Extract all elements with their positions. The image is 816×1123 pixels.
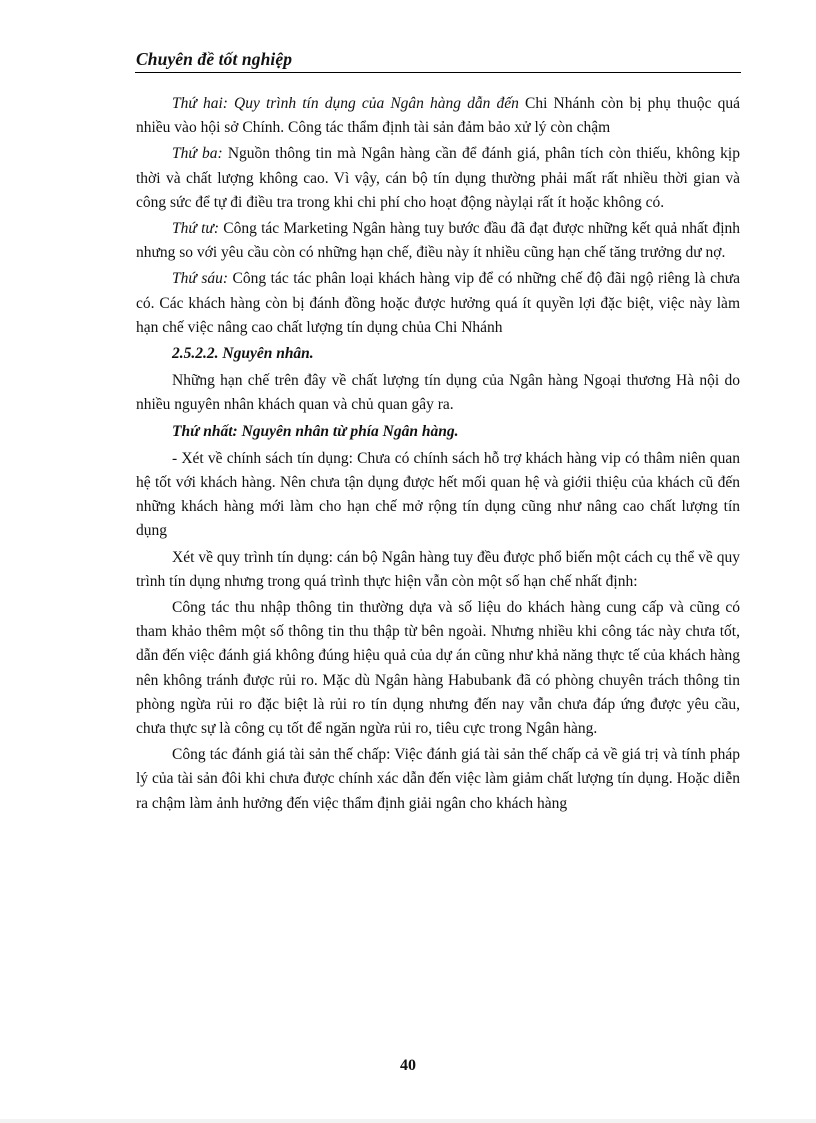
paragraph-text: Công tác Marketing Ngân hàng tuy bước đầu đã đạt được những kết quả nhất định nhưng so với yêu cầu còn có những hạn chế, điều này ít nhiều cũng hạn chế tăng trưởng dư nợ. bbox=[136, 220, 740, 262]
document-body bbox=[136, 92, 740, 818]
page-number: 40 bbox=[400, 1057, 416, 1074]
subheading-thu-nhat: Thứ nhất: Nguyên nhân từ phía Ngân hàng. bbox=[172, 422, 459, 440]
paragraph-intro: Những hạn chế trên đây về chất lượng tín dụng của Ngân hàng Ngoại thương Hà nội do nhiều nguyên nhân khách quan và chủ quan gây ra. bbox=[136, 372, 740, 414]
paragraph-lead: Thứ sáu: bbox=[172, 270, 229, 288]
header-divider bbox=[135, 72, 741, 73]
paragraph-thu-sau bbox=[136, 267, 740, 340]
paragraph-lead: Thứ ba: bbox=[172, 145, 223, 163]
paragraph-lead: Thứ hai: Quy trình tín dụng của Ngân hàng dẫn đến bbox=[172, 95, 519, 112]
paragraph-text: Chi Nhánh còn bị phụ thuộc quá nhiều vào hội sở Chính. Công tác thẩm định tài sản đảm bảo xử lý còn chậm bbox=[136, 95, 740, 137]
page-header-title: Chuyên đề tốt nghiệp bbox=[136, 49, 293, 69]
section-heading-nguyen-nhan: 2.5.2.2. Nguyên nhân. bbox=[172, 345, 314, 363]
paragraph-chinh-sach: - Xét về chính sách tín dụng: Chưa có chính sách hỗ trợ khách hàng vip có thâm niên quan hệ tốt với khách hàng. Nên chưa tận dụng được hết mối quan hệ và giớii thiệu của khách cũ đến những khách hàng mới làm cho hạn chế mở rộng tín dụng cũng như nâng cao chất lượng tín dụng bbox=[136, 449, 740, 540]
paragraph-tai-san: Công tác đánh giá tài sản thế chấp: Việc đánh giá tài sản thế chấp cả về giá trị và tính pháp lý của tài sản đôi khi chưa được chính xác dẫn đến việc làm giảm chất lượng tín dụng. Hoặc diễn ra chậm làm ảnh hưởng đến việc thẩm định giải ngân cho khách hàng bbox=[136, 746, 740, 812]
paragraph-text: Công tác tác phân loại khách hàng vip để có những chế độ đãi ngộ riêng là chưa có. Các khách hàng còn bị đánh đồng hoặc được hưởng quá ít quyền lợi đặc biệt, việc này làm hạn chế việc nâng cao chất lượng tín dụng chủa Chi Nhánh bbox=[136, 270, 740, 336]
paragraph-text: Nguồn thông tin mà Ngân hàng cần để đánh giá, phân tích còn thiếu, không kịp thời và chất lượng không cao. Vì vậy, cán bộ tín dụng thường phải mất rất nhiều thời gian và công sức để tự đi điều tra trong khi chi phí cho hoạt động nàylại rất ít hoặc không có. bbox=[136, 145, 740, 211]
paragraph-thu-ba bbox=[136, 142, 740, 215]
page-bottom-edge bbox=[0, 1119, 816, 1123]
paragraph-lead: Thứ tư: bbox=[172, 220, 219, 238]
paragraph-quy-trinh: Xét về quy trình tín dụng: cán bộ Ngân hàng tuy đều được phổ biến một cách cụ thể về quy trình tín dụng nhưng trong quá trình thực hiện vẫn còn một số hạn chế nhất định: bbox=[136, 548, 740, 590]
paragraph-thu-hai bbox=[136, 92, 740, 140]
paragraph-thong-tin: Công tác thu nhập thông tin thường dựa và số liệu do khách hàng cung cấp và cũng có tham khảo thêm một số thông tin thu thập từ bên ngoài. Nhưng nhiều khi công tác này chưa tốt, dẫn đến việc đánh giá không đúng hiệu quả của dự án cũng như khả năng thực tế của khách hàng nên không tránh được rủi ro. Mặc dù Ngân hàng Habubank đã có phòng chuyên trách thông tin phòng ngừa rủi ro đặc biệt là rủi ro tín dụng nhưng đến nay vẫn chưa đáp ứng được yêu cầu, chưa thực sự là công cụ tốt để ngăn ngừa rủi ro, tiêu cực trong Ngân hàng. bbox=[136, 599, 740, 738]
paragraph-thu-tu bbox=[136, 217, 740, 265]
